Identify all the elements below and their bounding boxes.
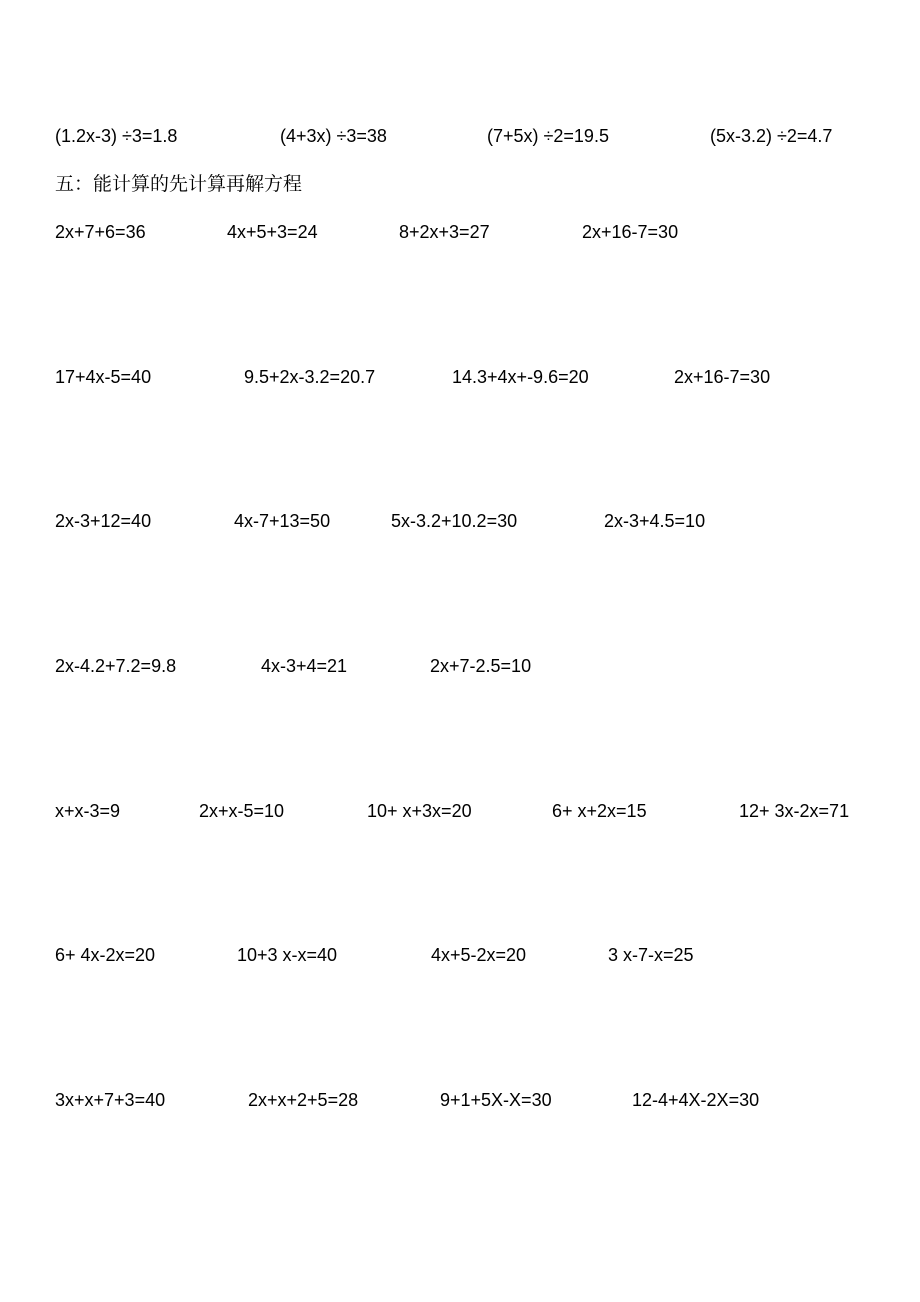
equation: 17+4x-5=40 bbox=[55, 367, 152, 387]
equation-row-2 bbox=[0, 362, 920, 392]
equation: 4x-7+13=50 bbox=[234, 511, 331, 531]
equation-row-1 bbox=[0, 217, 920, 247]
equation: 4x+5+3=24 bbox=[227, 222, 318, 242]
equation: 10+ x+3x=20 bbox=[367, 801, 472, 821]
equation: 14.3+4x+-9.6=20 bbox=[452, 367, 589, 387]
equation: 12-4+4X-2X=30 bbox=[632, 1090, 760, 1110]
equation: 9.5+2x-3.2=20.7 bbox=[244, 367, 376, 387]
equation-row-7 bbox=[0, 1085, 920, 1115]
equation: 4x-3+4=21 bbox=[261, 656, 348, 676]
equation: (4+3x) ÷3=38 bbox=[280, 126, 387, 146]
section-heading: 五：能计算的先计算再解方程 bbox=[55, 173, 303, 195]
equation: (7+5x) ÷2=19.5 bbox=[487, 126, 609, 146]
equation: (5x-3.2) ÷2=4.7 bbox=[710, 126, 833, 146]
equation: (1.2x-3) ÷3=1.8 bbox=[55, 126, 178, 146]
equation-row-3 bbox=[0, 506, 920, 536]
equation: 2x+x+2+5=28 bbox=[248, 1090, 359, 1110]
equation: 6+ 4x-2x=20 bbox=[55, 945, 156, 965]
equation: 2x-3+12=40 bbox=[55, 511, 152, 531]
equation: 8+2x+3=27 bbox=[399, 222, 490, 242]
equation-row-5 bbox=[0, 796, 920, 826]
equation: 6+ x+2x=15 bbox=[552, 801, 647, 821]
equation: 12+ 3x-2x=71 bbox=[739, 801, 850, 821]
equation: 5x-3.2+10.2=30 bbox=[391, 511, 518, 531]
equation: 9+1+5X-X=30 bbox=[440, 1090, 552, 1110]
equation-row-6 bbox=[0, 940, 920, 970]
equation: 2x-3+4.5=10 bbox=[604, 511, 706, 531]
equation-row-top bbox=[0, 121, 920, 151]
equation: 3x+x+7+3=40 bbox=[55, 1090, 166, 1110]
equation: x+x-3=9 bbox=[55, 801, 121, 821]
equation-row-4 bbox=[0, 651, 920, 681]
equation: 2x+x-5=10 bbox=[199, 801, 285, 821]
equation: 2x-4.2+7.2=9.8 bbox=[55, 656, 177, 676]
equation: 2x+7+6=36 bbox=[55, 222, 146, 242]
equation: 3 x-7-x=25 bbox=[608, 945, 694, 965]
equation: 2x+16-7=30 bbox=[674, 367, 771, 387]
equation: 4x+5-2x=20 bbox=[431, 945, 527, 965]
equation: 10+3 x-x=40 bbox=[237, 945, 338, 965]
equation: 2x+16-7=30 bbox=[582, 222, 679, 242]
equation: 2x+7-2.5=10 bbox=[430, 656, 532, 676]
